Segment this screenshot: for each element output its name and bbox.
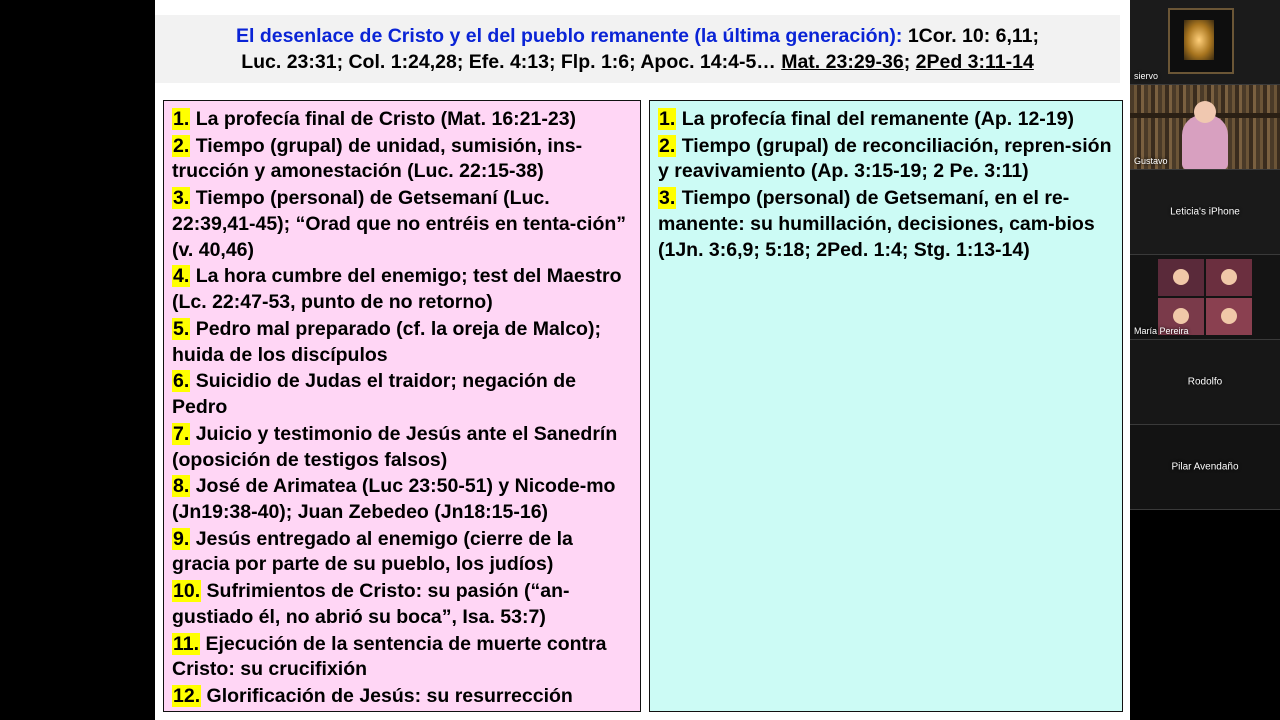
item-text: La hora cumbre del enemigo; test del Maestro (Lc. 22:47-53, punto de no retorno) xyxy=(172,265,622,314)
item-number: 1. xyxy=(173,108,190,130)
slide-title-ref-underline-2: 2Ped 3:11-14 xyxy=(915,51,1034,73)
item-text: Juicio y testimonio de Jesús ante el Sanedrín (oposición de testigos falsos) xyxy=(172,422,618,471)
item-number: 6. xyxy=(173,370,190,393)
left-column xyxy=(163,100,641,712)
item-number: 3. xyxy=(659,187,676,210)
list-item xyxy=(172,632,632,683)
participant-strip xyxy=(1130,0,1280,720)
participant-tile-rodolfo[interactable] xyxy=(1130,340,1280,425)
list-item xyxy=(172,579,632,630)
presentation-slide xyxy=(155,0,1130,720)
participant-tile-empty[interactable] xyxy=(1130,510,1280,720)
item-text: Suicidio de Judas el traidor; negación de Pedro xyxy=(172,370,577,419)
item-number: 12. xyxy=(173,685,201,708)
item-number: 11. xyxy=(173,632,200,655)
lamp-glow-icon xyxy=(1184,20,1214,60)
person-head-icon xyxy=(1173,269,1189,285)
person-head-icon xyxy=(1221,308,1237,324)
list-item xyxy=(172,186,632,263)
collage-cell xyxy=(1206,298,1252,335)
person-head-icon xyxy=(1173,308,1189,324)
participant-name: Leticia's iPhone xyxy=(1170,206,1240,218)
participant-tile-leticias-iphone[interactable] xyxy=(1130,170,1280,255)
picture-frame-icon xyxy=(1168,8,1234,74)
list-item xyxy=(658,134,1114,185)
list-item xyxy=(172,134,632,185)
collage-cell xyxy=(1206,259,1252,296)
item-text: José de Arimatea (Luc 23:50-51) y Nicode-mo (Jn19:38-40); Juan Zebedeo (Jn18:15-16) xyxy=(172,475,616,524)
slide-title-main: El desenlace de Cristo y el del pueblo remanente (la última generación): xyxy=(235,24,903,47)
list-item xyxy=(172,474,632,525)
item-text: Jesús entregado al enemigo (cierre de la gracia por parte de su pueblo, los judíos) xyxy=(172,527,573,576)
item-number: 9. xyxy=(173,527,190,550)
participant-name: siervo xyxy=(1134,71,1159,81)
slide-title xyxy=(155,15,1120,83)
item-number: 2. xyxy=(173,134,190,157)
list-item xyxy=(172,422,632,473)
item-text: Tiempo (grupal) de reconciliación, repren-sión y reavivamiento (Ap. 3:15-19; 2 Pe. 3:11) xyxy=(658,134,1112,183)
slide-title-ref-sep: ; xyxy=(903,51,916,73)
person-silhouette-icon xyxy=(1182,115,1228,170)
photo-collage xyxy=(1158,259,1252,335)
item-text: La profecía final de Cristo (Mat. 16:21-23) xyxy=(195,108,577,130)
person-head-icon xyxy=(1221,269,1237,285)
participant-tile-siervo[interactable] xyxy=(1130,0,1280,85)
item-number: 1. xyxy=(659,108,676,130)
slide-title-refs-2: Luc. 23:31; Col. 1:24,28; Efe. 4:13; Flp. 1:6; Apoc. 14:4-5… xyxy=(241,51,782,73)
slide-title-ref-underline-1: Mat. 23:29-36 xyxy=(781,51,904,73)
item-number: 3. xyxy=(173,187,190,210)
slide-title-line-2 xyxy=(241,49,1034,75)
item-number: 5. xyxy=(173,317,190,340)
item-text: Ejecución de la sentencia de muerte contra Cristo: su crucifixión xyxy=(172,632,607,681)
item-number: 8. xyxy=(173,475,190,498)
list-item xyxy=(172,264,632,315)
item-text: Sufrimientos de Cristo: su pasión (“an-gustiado él, no abrió su boca”, Isa. 53:7) xyxy=(172,580,570,628)
list-item xyxy=(172,317,632,368)
list-item xyxy=(658,186,1114,263)
slide-columns xyxy=(163,100,1123,712)
collage-cell xyxy=(1158,259,1204,296)
item-text: Glorificación de Jesús: su resurrección xyxy=(206,685,573,708)
list-item xyxy=(172,684,632,710)
item-text: Tiempo (personal) de Getsemaní, en el re-manente: su humillación, decisiones, cam-bios (1Jn. 3:6,9; 5:18; 2Ped. 1:4; Stg. 1:13-14) xyxy=(658,187,1095,261)
right-column xyxy=(649,100,1123,712)
item-text: Pedro mal preparado (cf. la oreja de Malco); huida de los discípulos xyxy=(172,317,601,366)
item-text: Tiempo (personal) de Getsemaní (Luc. 22:39,41-45); “Orad que no entréis en tenta-ción” (v. 40,46) xyxy=(172,187,627,261)
list-item xyxy=(172,107,632,133)
item-number: 7. xyxy=(173,422,190,445)
participant-name: Pilar Avendaño xyxy=(1171,461,1239,473)
item-number: 10. xyxy=(173,580,201,603)
participant-tile-pilar-avendano[interactable] xyxy=(1130,425,1280,510)
list-item xyxy=(658,107,1114,133)
item-number: 4. xyxy=(173,265,190,288)
slide-title-refs-1: 1Cor. 10: 6,11; xyxy=(902,24,1039,47)
participant-tile-maria-pereira[interactable] xyxy=(1130,255,1280,340)
item-number: 2. xyxy=(659,134,676,157)
list-item xyxy=(172,369,632,420)
participant-name: María Pereira xyxy=(1134,326,1189,336)
slide-title-line-1 xyxy=(236,23,1039,49)
item-text: La profecía final del remanente (Ap. 12-19) xyxy=(681,108,1074,130)
participant-tile-gustavo[interactable] xyxy=(1130,85,1280,170)
item-text: Tiempo (grupal) de unidad, sumisión, ins-trucción y amonestación (Luc. 22:15-38) xyxy=(172,134,583,183)
list-item xyxy=(172,527,632,578)
participant-name: Rodolfo xyxy=(1187,376,1223,388)
participant-name: Gustavo xyxy=(1134,156,1168,166)
